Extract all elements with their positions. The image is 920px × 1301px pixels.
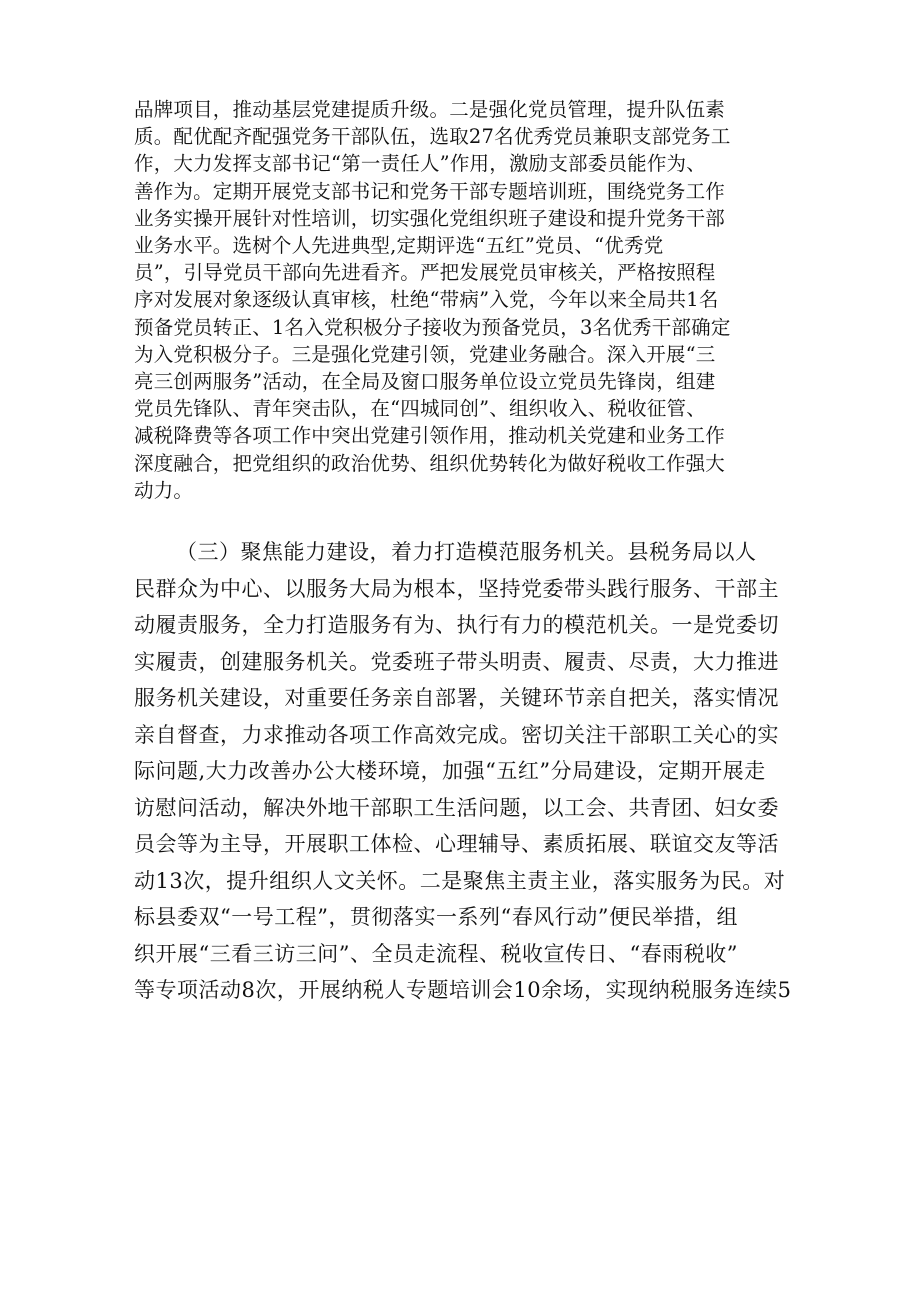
text-line: 动力。 [134, 478, 194, 502]
paragraph-party-management [134, 96, 731, 504]
text-line: 动13次，提升组织人文关怀。二是聚焦主责主业，落实服务为民。对 [134, 868, 786, 893]
text-line: 作，大力发挥支部书记“第一责任人”作用，激励支部委员能作为、 [134, 152, 706, 176]
text-line: 亲自督查，力求推动各项工作高效完成。密切关注干部职工关心的实 [134, 722, 779, 747]
text-line: 亮三创两服务”活动，在全局及窗口服务单位设立党员先锋岗，组建 [134, 370, 716, 394]
text-line: 等专项活动8次，开展纳税人专题培训会10余场，实现纳税服务连续5 [134, 978, 792, 1002]
text-line: 序对发展对象逐级认真审核，杜绝“带病”入党，今年以来全局共1名 [134, 288, 719, 312]
text-line: 实履责，创建服务机关。党委班子带头明责、履责、尽责，大力推进 [134, 649, 779, 674]
text-line: 业务水平。选树个人先进典型,定期评选“五红”党员、“优秀党 [134, 234, 664, 258]
text-line: 动履责服务，全力打造服务有为、执行有力的模范机关。一是党委切 [134, 613, 779, 637]
text-line: 品牌项目，推动基层党建提质升级。二是强化党员管理，提升队伍素 [134, 98, 726, 121]
text-line: 党员先锋队、青年突击队，在“四城同创”、组织收入、税收征管、 [134, 397, 706, 421]
text-line: 织开展“三看三访三问”、全员走流程、税收宣传日、“春雨税收” [134, 941, 738, 966]
text-line: 服务机关建设，对重要任务亲自部署，关键环节亲自把关，落实情况 [134, 686, 779, 710]
paragraph-capability-building [134, 534, 791, 1009]
text-line: 际问题,大力改善办公大楼环境，加强“五红”分局建设，定期开展走 [134, 759, 766, 783]
text-line: 民群众为中心、以服务大局为根本，坚持党委带头践行服务、干部主 [134, 576, 779, 601]
text-line: 质。配优配齐配强党务干部队伍，选取27名优秀党员兼职支部党务工 [134, 125, 731, 149]
text-line: 访慰问活动，解决外地干部职工生活问题，以工会、共青团、妇女委 [134, 795, 779, 820]
section-heading-line: （三）聚焦能力建设，着力打造模范服务机关。县税务局以人 [176, 540, 757, 564]
text-line: 深度融合，把党组织的政治优势、组织优势转化为做好税收工作强大 [134, 451, 726, 475]
text-line: 预备党员转正、1名入党积极分子接收为预备党员，3名优秀干部确定 [134, 315, 731, 339]
text-line: 标县委双“一号工程”，贯彻落实一系列“春风行动”便民举措，组 [134, 905, 738, 929]
text-line: 减税降费等各项工作中突出党建引领作用，推动机关党建和业务工作 [134, 424, 726, 448]
text-line: 善作为。定期开展党支部书记和党务干部专题培训班，围绕党务工作 [134, 179, 726, 203]
text-line: 业务实操开展针对性培训，切实强化党组织班子建设和提升党务干部 [134, 206, 726, 230]
text-line: 员会等为主导，开展职工体检、心理辅导、素质拓展、联谊交友等活 [134, 832, 779, 856]
text-line: 员”，引导党员干部向先进看齐。严把发展党员审核关，严格按照程 [134, 261, 716, 285]
text-line: 为入党积极分子。三是强化党建引领，党建业务融合。深入开展“三 [134, 342, 716, 366]
